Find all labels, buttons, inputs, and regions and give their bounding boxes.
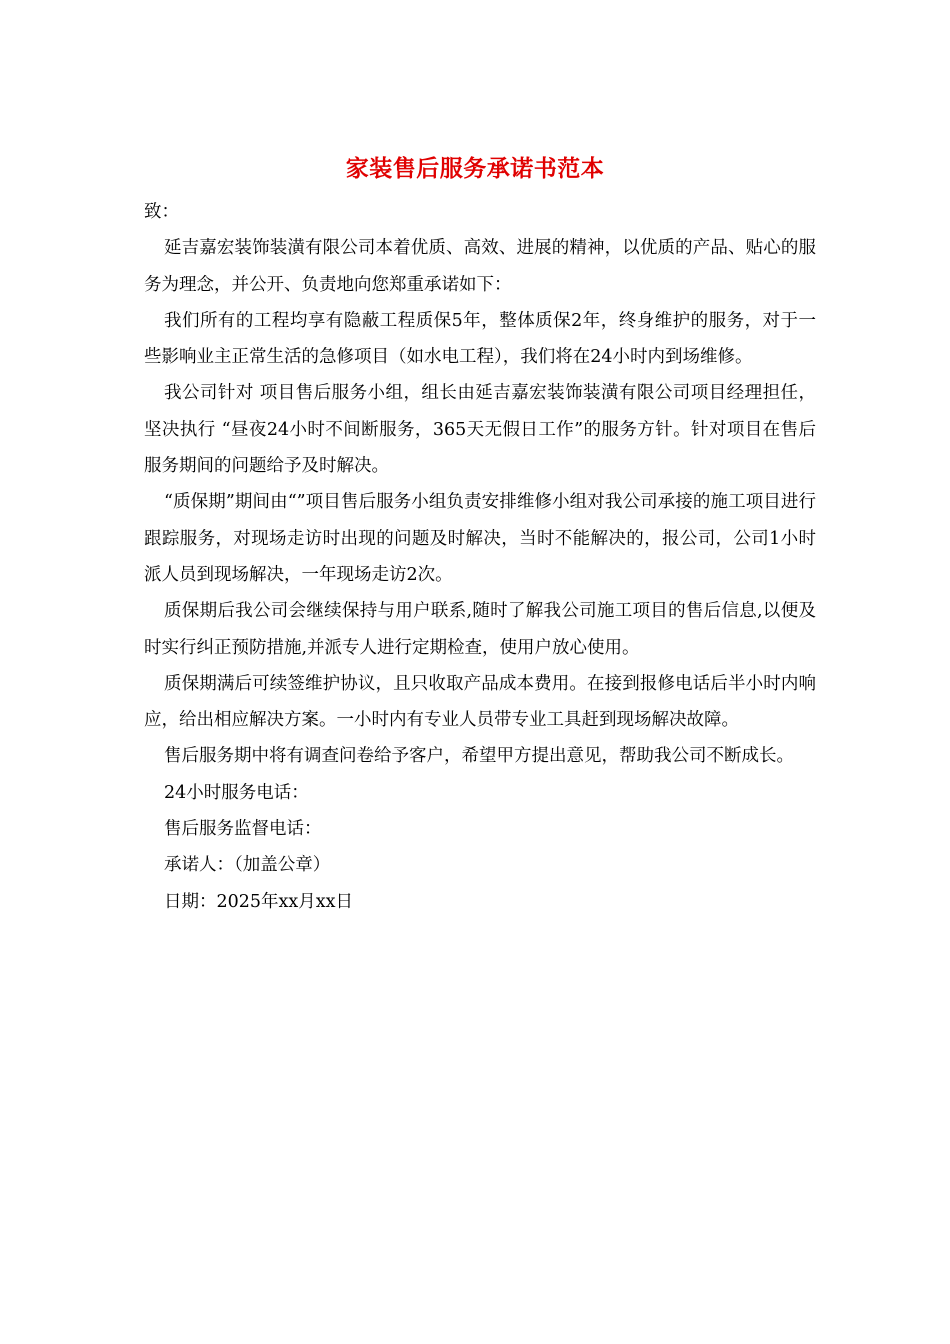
paragraph-post-warranty: 质保期后我公司会继续保持与用户联系,随时了解我公司施工项目的售后信息,以便及时实行纠正预防措施,并派专人进行定期检查，使用户放心使用。 [144,601,816,658]
paragraph-warranty-period: “质保期”期间由“”项目售后服务小组负责安排维修小组对我公司承接的施工项目进行跟踪服务，对现场走访时出现的问题及时解决，当时不能解决的，报公司，公司1小时派人员到现场解决，一年现场走访2次。 [144,492,816,585]
hotline-label: 24小时服务电话： [164,782,309,803]
date-line: 日期：2025年xx月xx日 [164,891,354,912]
paragraph-warranty: 我们所有的工程均享有隐蔽工程质保5年，整体质保2年，终身维护的服务，对于一些影响业主正常生活的急修项目（如水电工程），我们将在24小时内到场维修。 [144,310,816,368]
paragraph-survey: 售后服务期中将有调查问卷给予客户，希望甲方提出意见，帮助我公司不断成长。 [164,746,794,767]
supervision-hotline-label: 售后服务监督电话： [164,819,322,840]
paragraph-service-team: 我公司针对 项目售后服务小组，组长由延吉嘉宏装饰装潢有限公司项目经理担任，坚决执行 “昼夜24小时不间断服务，365天无假日工作”的服务方针。针对项目在售后服务期间的问题给予及时解决。 [144,383,816,477]
paragraph-maintenance-agreement: 质保期满后可续签维护协议，且只收取产品成本费用。在接到报修电话后半小时内响应，给出相应解决方案。一小时内有专业人员带专业工具赶到现场解决故障。 [144,673,816,731]
signatory-line: 承诺人：（加盖公章） [164,855,331,876]
paragraph-intro: 延吉嘉宏装饰装潢有限公司本着优质、高效、进展的精神，以优质的产品、贴心的服务为理念，并公开、负责地向您郑重承诺如下： [144,238,816,295]
salutation: 致： [144,202,179,222]
document-body [144,194,816,920]
document-title: 家装售后服务承诺书范本 [345,155,605,182]
